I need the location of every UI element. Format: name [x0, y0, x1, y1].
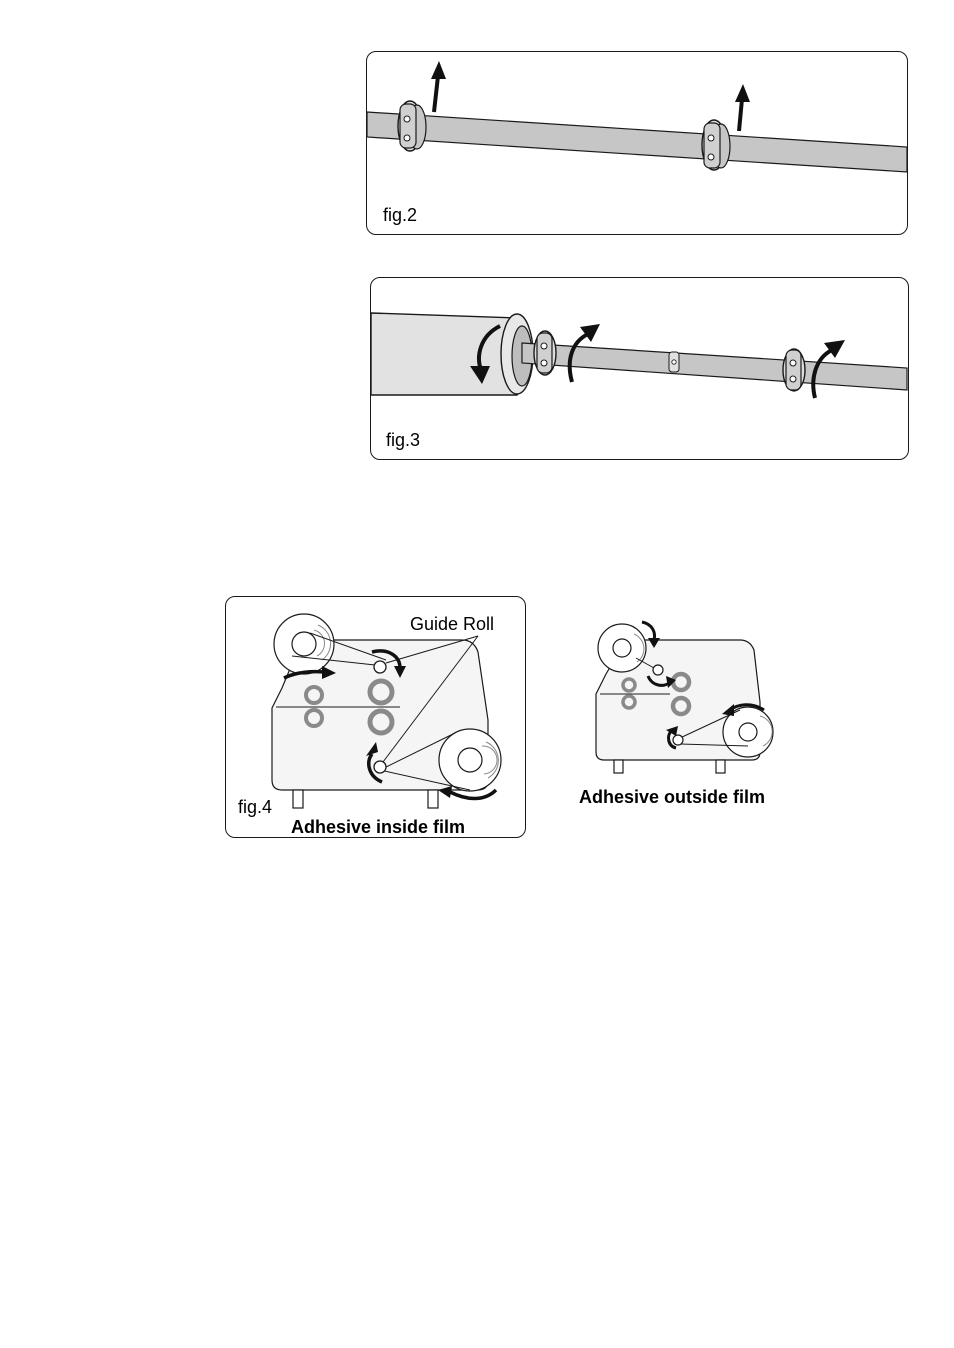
fig2-label: fig.2	[383, 205, 418, 225]
fig4-label: fig.4	[238, 797, 273, 817]
outside-guide-roll-bottom	[673, 735, 683, 745]
adhesive-inside-caption: Adhesive inside film	[291, 817, 466, 837]
outside-top-roll	[598, 624, 646, 672]
fig3-label: fig.3	[386, 430, 421, 450]
guide-roll-label: Guide Roll	[410, 614, 495, 634]
outside-guide-roll-top	[653, 665, 663, 675]
adhesive-outside-caption: Adhesive outside film	[579, 787, 766, 807]
